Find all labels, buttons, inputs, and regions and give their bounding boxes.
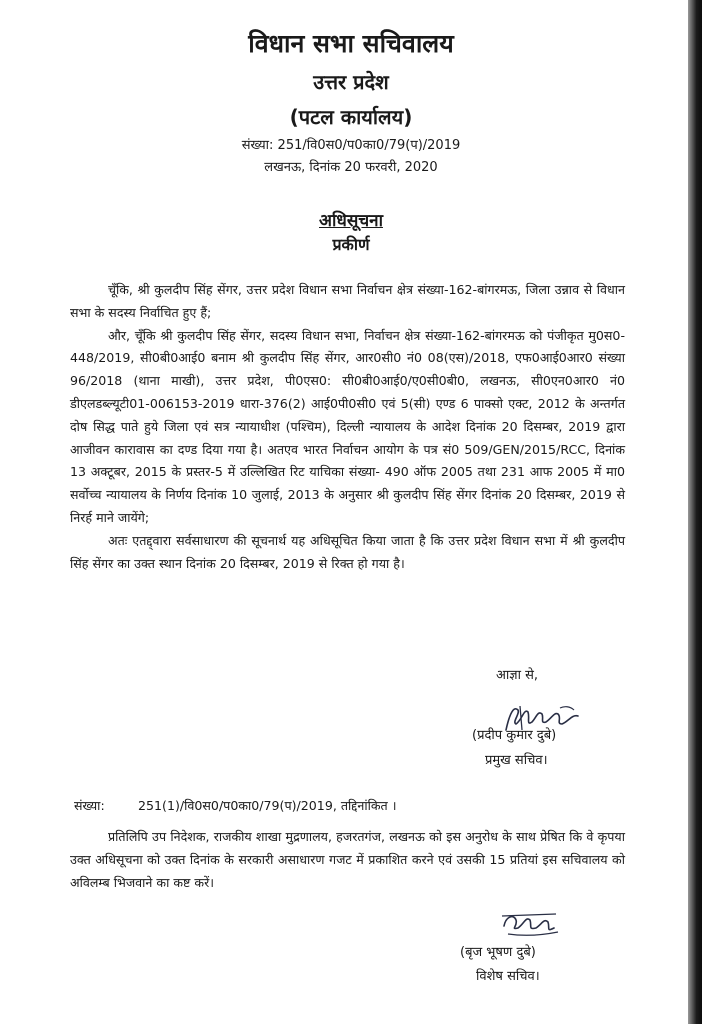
scan-edge-shadow	[688, 0, 702, 1024]
signature-brij-bhushan-dubey	[498, 906, 568, 940]
paragraph: और, चूँकि श्री कुलदीप सिंह सेंगर, सदस्य विधान सभा, निर्वाचन क्षेत्र संख्या-162-बांगरमऊ को पंजीकृत मु0स0-448/2019, सी0बी0आई0 बनाम श्री कुलदीप सिंह सेंगर, आर0सी0 नं0 08(एस)/2018, एफ0आई0आर0 संख्या 96/2018 (थाना माखी), उत्तर प्रदेश, पी0एस0: सी0बी0आई0/ए0सी0बी0, लखनऊ, सी0एन0आर0 नं0 डीएलडब्ल्यूटी01-006153-2019 धारा-376(2) आई0पी0सी0 एवं 5(सी) एण्ड 6 पाक्सो एक्ट, 2012 के अन्तर्गत दोष सिद्ध पाते हुये जिला एवं सत्र न्यायाधीश (पश्चिम), दिल्ली न्यायालय के आदेश दिनांक 20 दिसम्बर, 2019 द्वारा आजीवन कारावास का दण्ड दिया गया है। अतएव भारत निर्वाचन आयोग के पत्र सं0 509/GEN/2015/RCC, दिनांक 13 अक्टूबर, 2015 के प्रस्तर-5 में उल्लिखित रिट याचिका संख्या- 490 ऑफ 2005 तथा 231 आफ 2005 में मा0 सर्वोच्च न्यायालय के निर्णय दिनांक 10 जुलाई, 2013 के अनुसार श्री कुलदीप सिंह सेंगर दिनांक 20 दिसम्बर, 2019 से निरर्ह माने जायेंगे;	[70, 327, 625, 525]
copy-paragraph: प्रतिलिपि उप निदेशक, राजकीय शाखा मुद्रणालय, हजरतगंज, लखनऊ को इस अनुरोध के साथ प्रेषित कि वे कृपया उक्त अधिसूचना को उक्त दिनांक के सरकारी असाधारण गजट में प्रकाशित करने एवं उसकी 15 प्रतियां इस सचिवालय को अविलम्ब भिजवाने का कष्ट करें।	[70, 829, 625, 890]
paragraph: चूँकि, श्री कुलदीप सिंह सेंगर, उत्तर प्रदेश विधान सभा निर्वाचन क्षेत्र संख्या-162-बांगरमऊ, जिला उन्नाव से विधान सभा के सदस्य निर्वाचित हुए हैं;	[70, 282, 625, 320]
copy-body	[70, 826, 625, 894]
copy-reference	[74, 797, 397, 814]
signatory-2-title: विशेष सचिव।	[476, 969, 540, 984]
notification-subheading: प्रकीर्ण	[332, 235, 370, 254]
copy-reference-label: संख्या:	[74, 798, 105, 813]
place-and-date: लखनऊ, दिनांक 20 फरवरी, 2020	[264, 160, 438, 175]
state-name: उत्तर प्रदेश	[313, 70, 389, 94]
secretariat-title: विधान सभा सचिवालय	[248, 29, 454, 58]
signatory-2-name: (बृज भूषण दुबे)	[460, 945, 536, 960]
copy-reference-number: 251(1)/वि0स0/प0का0/79(प)/2019, तद्दिनांकित ।	[138, 798, 397, 813]
signatory-1-name: (प्रदीप कुमार दुबे)	[472, 728, 557, 743]
reference-number: संख्या: 251/वि0स0/प0का0/79(प)/2019	[241, 138, 461, 153]
notification-heading: अधिसूचना	[319, 211, 383, 231]
office-name: (पटल कार्यालय)	[289, 105, 413, 129]
signatory-1-title: प्रमुख सचिव।	[485, 753, 548, 768]
notification-body	[70, 279, 625, 575]
paragraph: अतः एतद्द्वारा सर्वसाधारण की सूचनार्थ यह अधिसूचित किया जाता है कि उत्तर प्रदेश विधान सभा में श्री कुलदीप सिंह सेंगर का उक्त स्थान दिनांक 20 दिसम्बर, 2019 से रिक्त हो गया है।	[70, 532, 625, 571]
by-order-text: आज्ञा से,	[496, 668, 539, 683]
